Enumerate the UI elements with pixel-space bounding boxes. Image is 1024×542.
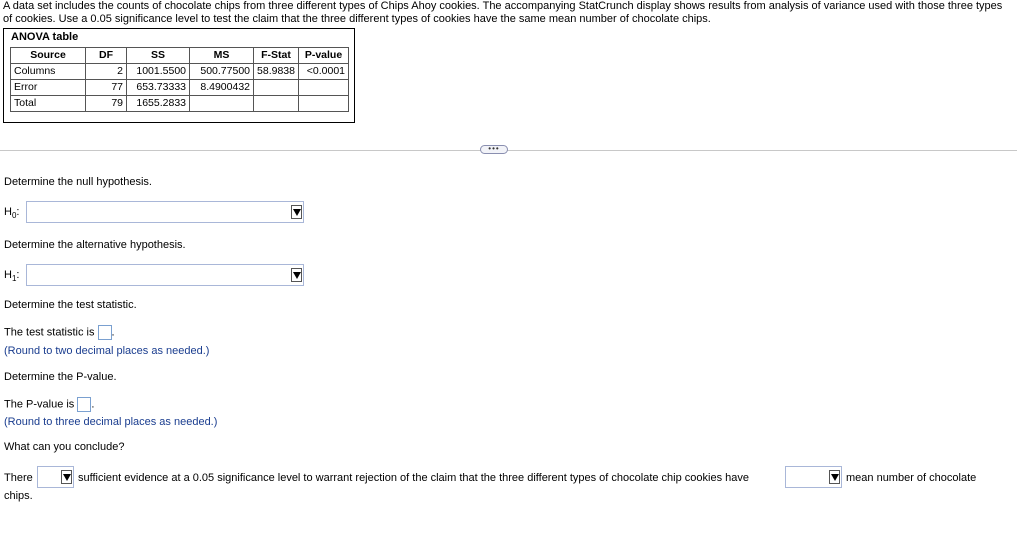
evidence-dropdown[interactable] xyxy=(37,466,74,488)
col-header-df: DF xyxy=(86,48,127,64)
cell-fstat: 58.9838 xyxy=(254,64,299,80)
h0-letter: H xyxy=(4,206,12,218)
conclusion-middle: sufficient evidence at a 0.05 significance level to warrant rejection of the claim that the three different types of chocolate chip cookies have xyxy=(78,472,749,484)
cell-pvalue: <0.0001 xyxy=(299,64,349,80)
conclusion-wrap: chips. xyxy=(4,490,33,502)
col-header-pvalue: P-value xyxy=(299,48,349,64)
h0-dropdown[interactable] xyxy=(26,201,304,223)
evidence-dropdown-arrow[interactable] xyxy=(61,470,72,484)
section-divider xyxy=(0,150,1017,151)
mean-comparison-dropdown-arrow[interactable] xyxy=(829,470,840,484)
triangle-down-icon xyxy=(831,474,839,481)
cell-ms xyxy=(190,96,254,112)
h1-dropdown-arrow[interactable] xyxy=(291,268,302,282)
cell-ss: 1001.5500 xyxy=(127,64,190,80)
conclusion-start: There xyxy=(4,472,33,484)
test-statistic-line: The test statistic is . xyxy=(4,326,115,339)
expand-more-button[interactable]: ••• xyxy=(480,145,508,154)
col-header-ss: SS xyxy=(127,48,190,64)
table-row xyxy=(11,80,349,96)
question-text: A data set includes the counts of chocolate chips from three different types of Chips Ahoy cookies. The accompanying StatCrunch display shows results from analysis of variance used with those three types of cookies. Use a 0.05 significance level to test the claim that the three different types of cookies have the same mean number of chocolate chips. xyxy=(3,0,1003,25)
h1-label: $H_1$: xyxy=(4,269,20,284)
anova-table-title: ANOVA table xyxy=(11,31,79,43)
h1-letter: H xyxy=(4,269,12,281)
cell-ss: 653.73333 xyxy=(127,80,190,96)
conclusion-end: mean number of chocolate xyxy=(846,472,977,484)
p-value-text: The P-value is xyxy=(4,398,75,411)
h0-subscript: 0 xyxy=(11,211,17,221)
alternative-hypothesis-prompt: Determine the alternative hypothesis. xyxy=(4,239,186,251)
cell-source: Total xyxy=(11,96,86,112)
cell-source: Columns xyxy=(11,64,86,80)
col-header-ms: MS xyxy=(190,48,254,64)
test-statistic-prompt: Determine the test statistic. xyxy=(4,299,137,311)
conclusion-prompt: What can you conclude? xyxy=(4,441,125,453)
h0-dropdown-arrow[interactable] xyxy=(291,205,302,219)
cell-pvalue xyxy=(299,80,349,96)
cell-fstat xyxy=(254,80,299,96)
test-statistic-rounding-note: (Round to two decimal places as needed.) xyxy=(4,345,210,357)
h1-dropdown[interactable] xyxy=(26,264,304,286)
anova-table-panel xyxy=(3,28,355,123)
null-hypothesis-prompt: Determine the null hypothesis. xyxy=(4,176,152,188)
cell-df: 77 xyxy=(86,80,127,96)
col-header-source: Source xyxy=(11,48,86,64)
cell-ms: 8.4900432 xyxy=(190,80,254,96)
cell-source: Error xyxy=(11,80,86,96)
cell-ms: 500.77500 xyxy=(190,64,254,80)
triangle-down-icon xyxy=(293,272,301,279)
h0-label: $H_0$: xyxy=(4,206,20,221)
p-value-prompt: Determine the P-value. xyxy=(4,371,117,383)
h1-subscript: 1 xyxy=(11,274,17,284)
p-value-input[interactable] xyxy=(77,397,91,412)
test-statistic-input[interactable] xyxy=(98,325,112,340)
triangle-down-icon xyxy=(293,209,301,216)
cell-ss: 1655.2833 xyxy=(127,96,190,112)
anova-table xyxy=(10,47,349,112)
mean-comparison-dropdown[interactable] xyxy=(785,466,842,488)
triangle-down-icon xyxy=(63,474,71,481)
cell-fstat xyxy=(254,96,299,112)
test-statistic-text: The test statistic is xyxy=(4,326,95,339)
table-row xyxy=(11,96,349,112)
cell-df: 2 xyxy=(86,64,127,80)
table-row xyxy=(11,64,349,80)
p-value-line: The P-value is . xyxy=(4,398,95,411)
cell-pvalue xyxy=(299,96,349,112)
p-value-rounding-note: (Round to three decimal places as needed.) xyxy=(4,416,218,428)
anova-header-row xyxy=(11,48,349,64)
col-header-fstat: F-Stat xyxy=(254,48,299,64)
cell-df: 79 xyxy=(86,96,127,112)
